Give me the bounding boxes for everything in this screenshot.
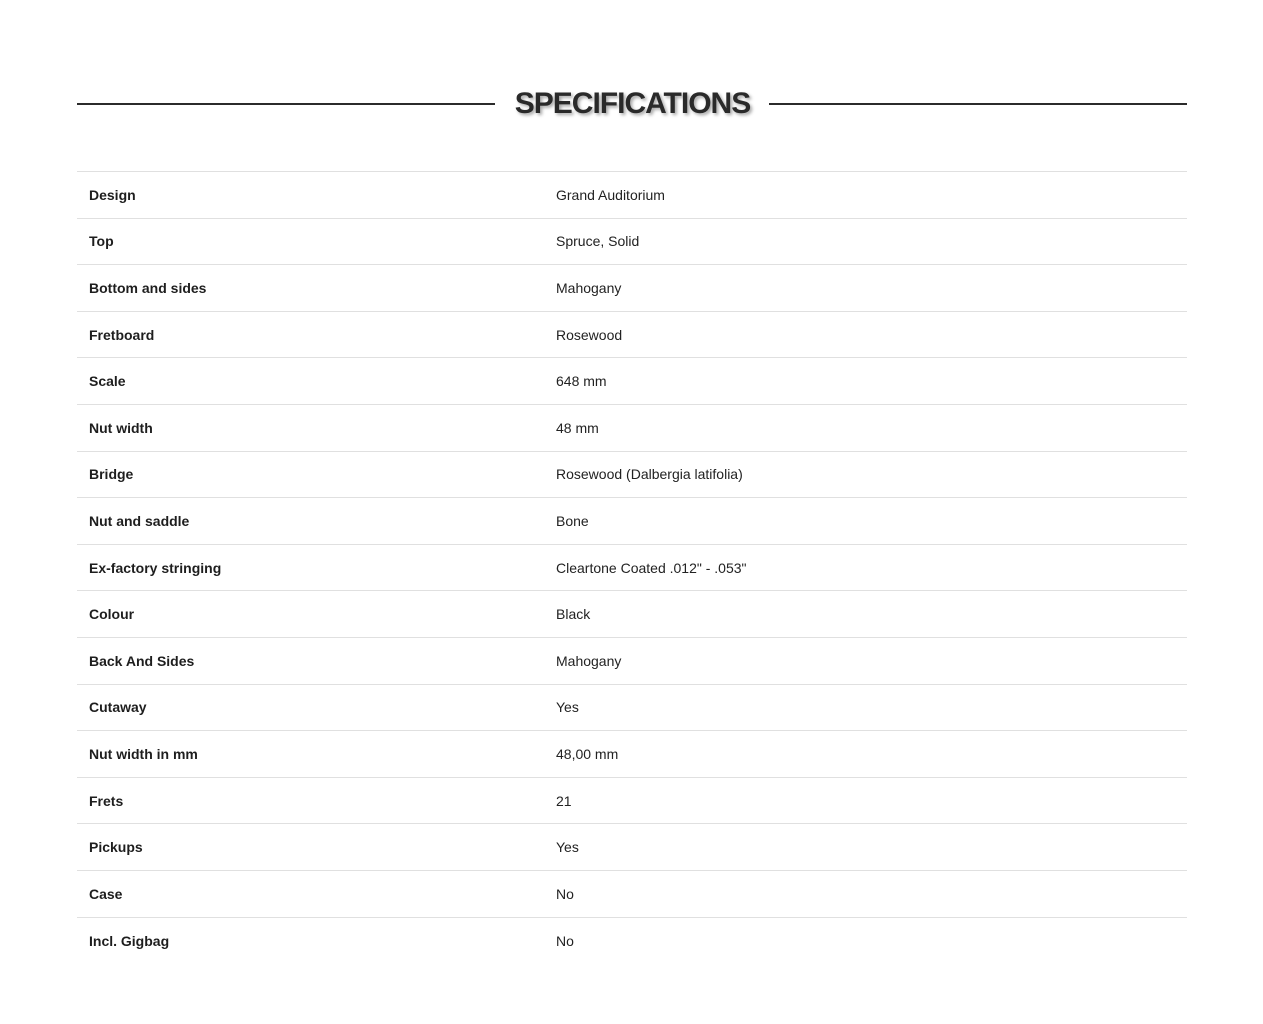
spec-label: Nut width in mm [89, 745, 198, 762]
spec-row [77, 870, 1187, 917]
spec-label: Design [89, 186, 136, 203]
spec-label: Cutaway [89, 699, 147, 716]
spec-value: 648 mm [556, 373, 607, 390]
spec-value: No [556, 932, 574, 949]
header-divider-right [769, 103, 1187, 105]
spec-value: Spruce, Solid [556, 233, 640, 250]
spec-row [77, 404, 1187, 451]
spec-value: Yes [556, 699, 579, 716]
spec-value: Cleartone Coated .012" - .053" [556, 559, 747, 576]
spec-row [77, 824, 1187, 871]
spec-label: Colour [89, 606, 135, 623]
spec-row [77, 544, 1187, 591]
spec-label: Case [89, 885, 123, 902]
spec-value: Mahogany [556, 279, 622, 296]
spec-label: Ex-factory stringing [89, 559, 222, 576]
spec-value: No [556, 885, 574, 902]
spec-row [77, 451, 1187, 498]
spec-row [77, 172, 1187, 219]
spec-row [77, 358, 1187, 405]
spec-row [77, 265, 1187, 312]
spec-row [77, 218, 1187, 265]
specifications-table [77, 171, 1187, 964]
spec-row [77, 777, 1187, 824]
spec-value: 48 mm [556, 419, 599, 436]
spec-value: Grand Auditorium [556, 186, 665, 203]
spec-label: Nut and saddle [89, 512, 190, 529]
spec-label: Bottom and sides [89, 279, 207, 296]
spec-label: Scale [89, 373, 126, 390]
spec-label: Back And Sides [89, 652, 195, 669]
spec-row [77, 917, 1187, 964]
spec-value: Mahogany [556, 652, 622, 669]
spec-row [77, 311, 1187, 358]
spec-value: Bone [556, 512, 589, 529]
specifications-header [77, 86, 1187, 122]
spec-row [77, 731, 1187, 778]
spec-label: Fretboard [89, 326, 155, 343]
spec-label: Nut width [89, 419, 153, 436]
spec-value: Black [556, 606, 591, 623]
spec-row [77, 637, 1187, 684]
spec-value: Rosewood [556, 326, 623, 343]
spec-value: Rosewood (Dalbergia latifolia) [556, 466, 743, 483]
specifications-title: SPECIFICATIONS [514, 87, 751, 120]
spec-value: Yes [556, 839, 579, 856]
spec-row [77, 498, 1187, 545]
spec-value: 48,00 mm [556, 745, 619, 762]
spec-label: Top [89, 233, 114, 250]
spec-row [77, 591, 1187, 638]
spec-value: 21 [556, 792, 572, 809]
spec-label: Bridge [89, 466, 134, 483]
spec-row [77, 684, 1187, 731]
spec-label: Frets [89, 792, 124, 809]
spec-label: Incl. Gigbag [89, 932, 170, 949]
header-divider-left [77, 103, 495, 105]
spec-label: Pickups [89, 839, 143, 856]
